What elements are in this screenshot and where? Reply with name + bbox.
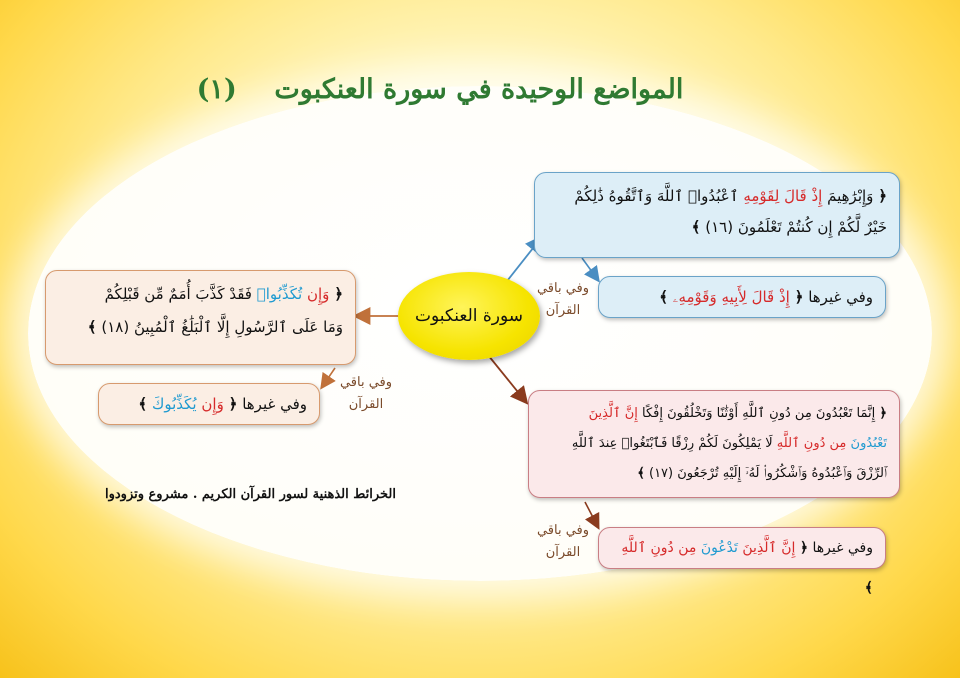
highlight-red: مِن دُونِ ٱللَّهِ [621,540,697,556]
verse-text: لَا يَمْلِكُونَ لَكُمْ رِزْقًا فَٱبْتَغُوا۟ عِندَ ٱللَّهِ [571,436,773,451]
verse-text: إِنَّمَا تَعْبُدُونَ مِن دُونِ ٱللَّهِ أَوْثَٰنًا وَتَخْلُقُونَ إِفْكًا [642,406,876,421]
verse-text: وَإِبْرَٰهِيمَ [827,187,874,205]
highlight-red: وَإِن [306,285,330,303]
title-number: (١) [196,74,237,105]
footer-credit: الخرائط الذهنية لسور القرآن الكريم . مشروع وتزودوا [104,487,396,502]
other-prefix: وفي غيرها [242,395,307,413]
close-bracket: ﴾ [138,395,148,413]
highlight-blue: تَعْبُدُونَ [850,436,887,451]
highlight-blue: تُكَذِّبُوا۟ [256,285,303,303]
ayah-number: ١٦ [711,218,728,236]
side-label-left [331,372,401,416]
verse-box-left [45,270,356,365]
side-label-top-right [528,278,598,322]
open-bracket: ﴿ [334,285,343,303]
other-line [599,277,885,317]
other-line [599,528,885,608]
side-label-line1: وفي باقي [339,375,393,390]
highlight-red: وَقَوْمِهِۦ [672,288,717,306]
highlight-blue: تَدْعُونَ [700,540,738,556]
open-bracket: ﴿ [799,540,809,556]
highlight-red: إِنَّ ٱلَّذِينَ [588,406,638,421]
ayah-number: ١٨ [107,318,124,336]
arrow-center-to-bottom-right [488,355,526,402]
verse-text: خَيْرٌ لَّكُمْ إِن كُنتُمْ تَعْلَمُونَ [737,218,887,236]
other-box-top-right [598,276,886,318]
verse-line-1 [535,173,899,212]
highlight-red: إِذْ قَالَ لِأَبِيهِ [721,288,790,306]
verse-text: ٱعْبُدُوا۟ ٱللَّهَ وَٱتَّقُوهُ ذَٰلِكُمْ [574,187,739,205]
other-prefix: وفي غيرها [812,540,873,556]
verse-line-2: وَمَا عَلَى ٱلرَّسُولِ إِلَّا ٱلْبَلَٰغُ ٱلْمُبِينُ (١٨) ﴾ [87,318,343,336]
side-label-line2: القرآن [545,303,581,318]
verse-box-top-right [534,172,900,258]
verse-text: فَقَدْ كَذَّبَ أُمَمٌ مِّن قَبْلِكُمْ [104,285,252,303]
side-label-line1: وفي باقي [536,281,590,296]
side-label-bottom-right [528,520,598,564]
verse-line-2: خَيْرٌ لَّكُمْ إِن كُنتُمْ تَعْلَمُونَ (١٦) ﴾ [691,218,887,236]
highlight-red: وَإِن [201,395,224,413]
close-bracket: ﴾ [659,288,668,306]
close-bracket: ﴾ [864,580,873,596]
side-label-line2: القرآن [348,397,384,412]
highlight-red: إِذْ قَالَ لِقَوْمِهِ [743,187,823,205]
other-prefix: وفي غيرها [808,288,873,306]
close-bracket: ﴾ [691,218,701,236]
ayah-number: ١٧ [654,466,669,481]
other-box-bottom-right [598,527,886,596]
highlight-red: إِنَّ ٱلَّذِينَ [742,540,796,556]
highlight-red: مِن دُونِ ٱللَّهِ [776,436,847,451]
title-text: المواضع الوحيدة في سورة العنكبوت [274,74,684,105]
verse-line-2 [529,429,899,459]
verse-text: وَمَا عَلَى ٱلرَّسُولِ إِلَّا ٱلْبَلَٰغُ ٱلْمُبِينُ [133,318,343,336]
verse-line-1 [529,391,899,429]
verse-box-bottom-right [528,390,900,498]
verse-text: ٱلرِّزْقَ وَٱعْبُدُوهُ وَٱشْكُرُوا۟ لَهُۥٓ إِلَيْهِ تُرْجَعُونَ [677,466,887,481]
close-bracket: ﴾ [637,466,645,481]
open-bracket: ﴿ [228,395,238,413]
open-bracket: ﴿ [794,288,804,306]
open-bracket: ﴿ [879,406,887,421]
open-bracket: ﴿ [878,187,887,205]
other-box-left [98,383,320,425]
verse-line-3: ٱلرِّزْقَ وَٱعْبُدُوهُ وَٱشْكُرُوا۟ لَهُۥٓ إِلَيْهِ تُرْجَعُونَ (١٧) ﴾ [637,466,887,481]
verse-line-1 [46,271,355,310]
other-line [99,384,319,424]
center-node-surah [398,272,540,360]
close-bracket: ﴾ [87,318,97,336]
center-node-label: سورة العنكبوت [414,306,524,326]
side-label-line2: القرآن [545,545,581,560]
side-label-line1: وفي باقي [536,523,590,538]
arrow-top-right-to-other [582,258,598,280]
highlight-blue: يُكَذِّبُوكَ [151,395,197,413]
